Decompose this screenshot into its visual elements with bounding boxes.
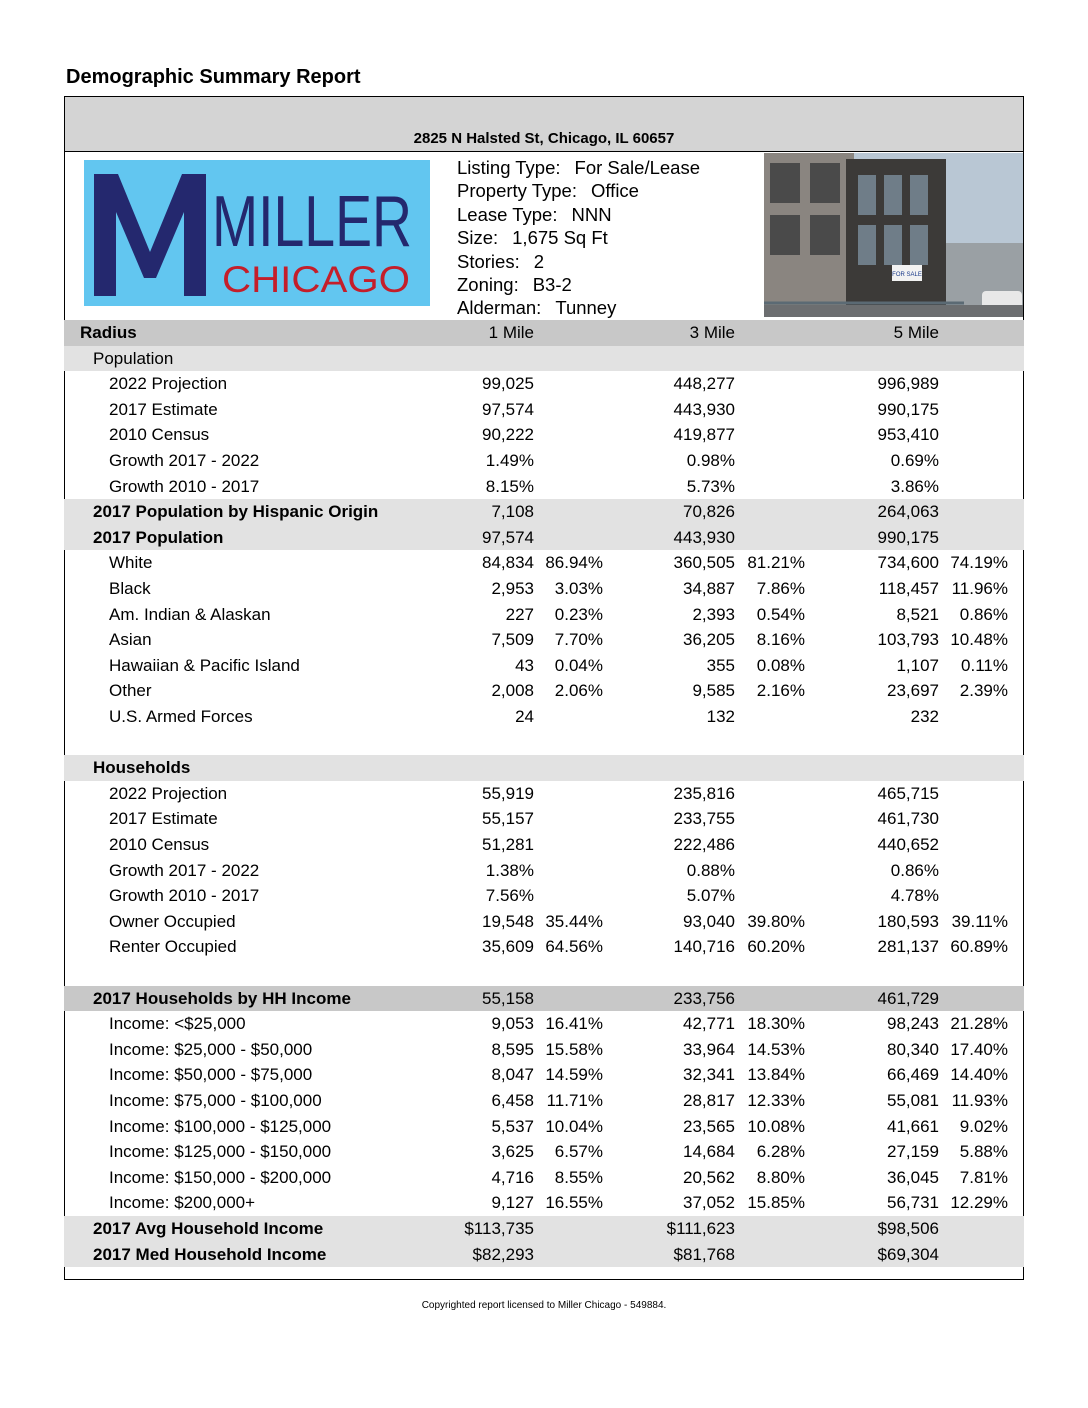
value-3-mile: 9,585	[692, 681, 735, 701]
table-row	[64, 934, 1024, 960]
listing-label: Listing Type:	[457, 157, 561, 178]
listing-value: NNN	[571, 203, 612, 225]
row-label: 2017 Avg Household Income	[93, 1219, 324, 1238]
table-row	[64, 499, 1024, 525]
value-3-mile: 37,052	[683, 1193, 735, 1213]
value-1-mile: 227	[505, 604, 534, 624]
percent-5-mile: 0.11%	[961, 655, 1008, 675]
value-3-mile: 5.73%	[686, 476, 735, 496]
row-label: Income: $125,000 - $150,000	[109, 1142, 332, 1162]
row-label: Income: $150,000 - $200,000	[109, 1167, 332, 1187]
value-3-mile: 70,826	[683, 502, 735, 522]
percent-1-mile: 86.94%	[545, 553, 603, 573]
row-label: 2017 Population by Hispanic Origin	[93, 502, 379, 522]
row-label: 2010 Census	[109, 425, 210, 445]
logo-word-chicago: CHICAGO	[222, 259, 410, 300]
value-3-mile: 14,684	[683, 1142, 735, 1162]
value-3-mile: 3 Mile	[689, 323, 735, 342]
value-5-mile: 41,661	[887, 1116, 939, 1136]
percent-3-mile: 14.53%	[747, 1039, 805, 1059]
row-label: Am. Indian & Alaskan	[109, 604, 271, 624]
value-3-mile: 2,393	[692, 604, 735, 624]
value-5-mile: 0.69%	[890, 451, 939, 470]
percent-5-mile: 12.29%	[950, 1193, 1008, 1213]
percent-5-mile: 74.19%	[950, 553, 1008, 573]
value-5-mile: 990,175	[877, 527, 939, 547]
percent-3-mile: 18.30%	[747, 1014, 805, 1034]
value-1-mile: 97,574	[482, 527, 534, 547]
listing-value: 1,675 Sq Ft	[512, 227, 608, 249]
value-1-mile: 2,953	[491, 579, 534, 598]
percent-3-mile: 15.85%	[747, 1193, 805, 1213]
value-3-mile: 419,877	[673, 425, 735, 445]
percent-1-mile: 15.58%	[545, 1039, 603, 1059]
percent-1-mile: 16.41%	[545, 1014, 603, 1034]
logo-graphic	[84, 160, 430, 306]
value-5-mile: 5 Mile	[893, 323, 939, 342]
table-row	[64, 1114, 1024, 1140]
value-1-mile: 19,548	[482, 911, 534, 931]
percent-1-mile: 3.03%	[554, 579, 603, 598]
property-photo	[764, 153, 1023, 317]
row-label: Households	[93, 758, 191, 778]
row-label: Income: $200,000+	[109, 1193, 256, 1213]
row-label: 2017 Population	[93, 527, 224, 547]
value-3-mile: 222,486	[673, 835, 735, 854]
percent-1-mile: 11.71%	[546, 1091, 603, 1110]
table-row	[64, 730, 1024, 756]
listing-value: Tunney	[555, 297, 617, 319]
table-row	[64, 1062, 1024, 1088]
percent-5-mile: 5.88%	[959, 1142, 1008, 1162]
value-1-mile: $82,293	[472, 1244, 534, 1264]
value-1-mile: 9,053	[491, 1014, 534, 1034]
value-5-mile: 80,340	[887, 1039, 939, 1059]
row-label: Asian	[109, 630, 152, 650]
percent-5-mile: 9.02%	[959, 1116, 1008, 1136]
row-label: 2017 Med Household Income	[93, 1244, 327, 1264]
percent-5-mile: 10.48%	[950, 630, 1008, 650]
percent-1-mile: 0.23%	[554, 604, 603, 624]
row-label: Black	[109, 579, 151, 598]
value-1-mile: 1.38%	[485, 860, 534, 880]
table-row	[64, 1139, 1024, 1165]
percent-3-mile: 8.80%	[756, 1167, 805, 1187]
value-5-mile: 465,715	[877, 783, 939, 803]
table-row	[64, 371, 1024, 397]
value-1-mile: 7,108	[491, 502, 534, 522]
value-3-mile: 360,505	[673, 553, 735, 573]
value-3-mile: 140,716	[673, 937, 735, 957]
row-label: 2017 Estimate	[109, 809, 218, 829]
row-label: Growth 2017 - 2022	[109, 860, 260, 880]
table-row	[64, 525, 1024, 551]
row-label: Income: $50,000 - $75,000	[109, 1065, 313, 1085]
value-3-mile: 28,817	[683, 1091, 735, 1110]
value-5-mile: 953,410	[877, 425, 939, 445]
table-row	[64, 960, 1024, 986]
percent-3-mile: 60.20%	[747, 937, 805, 957]
listing-line	[457, 226, 700, 249]
value-1-mile: 99,025	[482, 374, 534, 394]
row-label: Renter Occupied	[109, 937, 237, 957]
listing-value: B3-2	[532, 274, 572, 296]
value-1-mile: 5,537	[491, 1116, 534, 1136]
percent-1-mile: 7.70%	[554, 630, 603, 650]
row-label: Income: <$25,000	[109, 1014, 246, 1034]
report-title: Demographic Summary Report	[66, 66, 361, 88]
value-1-mile: $113,735	[464, 1219, 534, 1238]
row-label: Hawaiian & Pacific Island	[109, 655, 300, 675]
value-5-mile: 66,469	[887, 1065, 939, 1085]
percent-1-mile: 14.59%	[545, 1065, 603, 1085]
percent-5-mile: 7.81%	[959, 1167, 1008, 1187]
percent-5-mile: 2.39%	[959, 681, 1008, 701]
value-3-mile: 0.98%	[686, 451, 735, 470]
value-1-mile: 90,222	[482, 425, 534, 445]
value-1-mile: 8.15%	[485, 476, 534, 496]
value-1-mile: 3,625	[491, 1142, 534, 1162]
percent-1-mile: 64.56%	[545, 937, 603, 957]
logo-word-miller: MILLER	[212, 182, 412, 262]
value-1-mile: 8,047	[491, 1065, 534, 1085]
row-label: Income: $75,000 - $100,000	[109, 1091, 322, 1110]
listing-label: Alderman:	[457, 297, 542, 319]
value-3-mile: 32,341	[683, 1065, 735, 1085]
row-label: Growth 2010 - 2017	[109, 886, 260, 906]
value-5-mile: 36,045	[887, 1167, 939, 1187]
percent-3-mile: 6.28%	[756, 1142, 805, 1162]
value-5-mile: $69,304	[877, 1244, 939, 1264]
percent-1-mile: 8.55%	[554, 1167, 603, 1187]
table-row	[64, 627, 1024, 653]
table-row	[64, 1165, 1024, 1191]
row-label: 2022 Projection	[109, 374, 228, 394]
table-row	[64, 1037, 1024, 1063]
copyright-footer: Copyrighted report licensed to Miller Chicago - 549884.	[421, 1300, 667, 1311]
value-3-mile: 0.88%	[686, 860, 735, 880]
row-label: Population	[93, 348, 174, 368]
percent-3-mile: 10.08%	[747, 1116, 805, 1136]
listing-details	[457, 156, 700, 320]
value-1-mile: 35,609	[482, 937, 534, 957]
value-1-mile: 9,127	[491, 1193, 534, 1213]
table-row	[64, 806, 1024, 832]
value-1-mile: 24	[515, 707, 534, 726]
value-5-mile: $98,506	[877, 1219, 939, 1238]
row-label: Growth 2017 - 2022	[109, 451, 260, 470]
value-5-mile: 3.86%	[890, 476, 939, 496]
value-3-mile: 443,930	[673, 399, 735, 419]
value-5-mile: 461,730	[877, 809, 939, 829]
row-label: Growth 2010 - 2017	[109, 476, 260, 496]
table-row	[64, 704, 1024, 730]
value-5-mile: 734,600	[877, 553, 939, 573]
listing-label: Size:	[457, 227, 499, 249]
table-row	[64, 320, 1024, 346]
listing-line	[457, 250, 700, 273]
listing-value: 2	[533, 250, 545, 272]
value-1-mile: 51,281	[482, 835, 534, 854]
value-1-mile: 55,157	[482, 809, 534, 829]
table-row	[64, 858, 1024, 884]
value-5-mile: 8,521	[896, 604, 939, 624]
value-3-mile: 233,755	[673, 809, 735, 829]
listing-label: Property Type:	[457, 180, 577, 202]
value-1-mile: 1 Mile	[488, 323, 534, 342]
value-1-mile: 43	[515, 655, 534, 675]
row-label: U.S. Armed Forces	[109, 707, 253, 726]
row-label: Income: $25,000 - $50,000	[109, 1039, 313, 1059]
value-3-mile: 42,771	[683, 1014, 735, 1034]
percent-3-mile: 2.16%	[756, 681, 805, 701]
value-5-mile: 27,159	[887, 1142, 939, 1162]
table-row	[64, 883, 1024, 909]
percent-5-mile: 17.40%	[950, 1039, 1008, 1059]
value-5-mile: 996,989	[877, 374, 939, 394]
percent-5-mile: 11.93%	[951, 1091, 1008, 1110]
value-5-mile: 281,137	[877, 937, 939, 957]
table-row	[64, 678, 1024, 704]
value-1-mile: 1.49%	[485, 451, 534, 470]
listing-line	[457, 273, 700, 296]
value-1-mile: 55,919	[482, 783, 534, 803]
value-1-mile: 7,509	[491, 630, 534, 650]
value-5-mile: 461,729	[877, 988, 939, 1008]
listing-line	[457, 296, 700, 319]
value-3-mile: $81,768	[673, 1244, 735, 1264]
value-1-mile: 97,574	[482, 399, 534, 419]
percent-5-mile: 11.96%	[951, 579, 1008, 598]
value-5-mile: 990,175	[877, 399, 939, 419]
listing-line	[457, 179, 700, 202]
value-5-mile: 180,593	[877, 911, 939, 931]
value-5-mile: 1,107	[896, 655, 939, 675]
percent-3-mile: 13.84%	[747, 1065, 805, 1085]
table-row	[64, 1190, 1024, 1216]
value-1-mile: 7.56%	[485, 886, 534, 906]
value-3-mile: 132	[706, 707, 735, 726]
table-row	[64, 781, 1024, 807]
value-3-mile: 36,205	[683, 630, 735, 650]
table-row	[64, 448, 1024, 474]
table-row	[64, 602, 1024, 628]
row-label: 2017 Households by HH Income	[93, 988, 351, 1008]
value-3-mile: 33,964	[683, 1039, 735, 1059]
row-label: 2017 Estimate	[109, 399, 218, 419]
percent-5-mile: 60.89%	[950, 937, 1008, 957]
table-row	[64, 550, 1024, 576]
listing-line	[457, 203, 700, 226]
percent-3-mile: 39.80%	[747, 911, 805, 931]
percent-3-mile: 12.33%	[747, 1091, 805, 1110]
table-row	[64, 1216, 1024, 1242]
percent-5-mile: 39.11%	[951, 911, 1008, 931]
value-1-mile: 2,008	[491, 681, 534, 701]
row-label: 2010 Census	[109, 835, 210, 854]
table-row	[64, 1242, 1024, 1268]
value-1-mile: 4,716	[491, 1167, 534, 1187]
value-5-mile: 23,697	[887, 681, 939, 701]
percent-5-mile: 21.28%	[950, 1014, 1008, 1034]
table-row	[64, 1088, 1024, 1114]
percent-1-mile: 10.04%	[545, 1116, 603, 1136]
table-row	[64, 1011, 1024, 1037]
value-1-mile: 84,834	[482, 553, 534, 573]
value-3-mile: 34,887	[683, 579, 735, 598]
value-3-mile: $111,623	[666, 1219, 735, 1238]
row-label: 2022 Projection	[109, 783, 228, 803]
value-3-mile: 235,816	[673, 783, 735, 803]
table-row	[64, 576, 1024, 602]
listing-value: For Sale/Lease	[574, 157, 700, 178]
listing-label: Zoning:	[457, 274, 519, 296]
percent-5-mile: 14.40%	[950, 1065, 1008, 1085]
value-5-mile: 232	[910, 707, 939, 726]
row-label: Income: $100,000 - $125,000	[109, 1116, 332, 1136]
value-3-mile: 93,040	[683, 911, 735, 931]
value-1-mile: 55,158	[482, 988, 534, 1008]
value-3-mile: 23,565	[683, 1116, 735, 1136]
address-bar	[64, 96, 1024, 152]
value-5-mile: 55,081	[887, 1091, 939, 1110]
value-3-mile: 355	[706, 655, 735, 675]
listing-line	[457, 156, 700, 179]
value-5-mile: 56,731	[887, 1193, 939, 1213]
value-5-mile: 0.86%	[890, 860, 939, 880]
table-row	[64, 909, 1024, 935]
logo-letter-m-icon	[94, 174, 206, 296]
percent-3-mile: 8.16%	[756, 630, 805, 650]
percent-1-mile: 2.06%	[554, 681, 603, 701]
for-sale-sign: FOR SALE	[892, 272, 922, 278]
row-label: Other	[109, 681, 152, 701]
value-5-mile: 4.78%	[890, 886, 939, 906]
row-label: White	[109, 553, 153, 573]
percent-1-mile: 35.44%	[545, 911, 603, 931]
value-5-mile: 98,243	[887, 1014, 939, 1034]
value-1-mile: 6,458	[491, 1091, 534, 1110]
percent-1-mile: 6.57%	[554, 1142, 603, 1162]
listing-label: Stories:	[457, 250, 520, 272]
value-3-mile: 20,562	[683, 1167, 735, 1187]
table-row	[64, 346, 1024, 372]
value-3-mile: 233,756	[673, 988, 735, 1008]
percent-3-mile: 0.08%	[756, 655, 805, 675]
value-5-mile: 103,793	[877, 630, 939, 650]
property-address: 2825 N Halsted St, Chicago, IL 60657	[413, 130, 675, 147]
miller-chicago-logo	[84, 160, 430, 306]
percent-3-mile: 7.86%	[756, 579, 805, 598]
table-row	[64, 653, 1024, 679]
table-row	[64, 832, 1024, 858]
table-row	[64, 474, 1024, 500]
table-row	[64, 986, 1024, 1012]
listing-value: Office	[590, 180, 639, 202]
value-1-mile: 8,595	[491, 1039, 534, 1059]
table-row	[64, 422, 1024, 448]
value-3-mile: 443,930	[673, 527, 735, 547]
row-label: Owner Occupied	[109, 911, 236, 931]
percent-1-mile: 0.04%	[554, 655, 603, 675]
percent-3-mile: 0.54%	[756, 604, 805, 624]
listing-label: Lease Type:	[457, 203, 558, 225]
percent-3-mile: 81.21%	[747, 553, 805, 573]
value-5-mile: 264,063	[877, 502, 939, 522]
row-label: Radius	[80, 323, 137, 342]
value-3-mile: 5.07%	[686, 886, 735, 906]
value-5-mile: 440,652	[877, 835, 939, 854]
building-photo-graphic	[764, 153, 1023, 317]
percent-1-mile: 16.55%	[545, 1193, 603, 1213]
table-row	[64, 397, 1024, 423]
value-5-mile: 118,457	[878, 579, 939, 598]
table-row	[64, 755, 1024, 781]
percent-5-mile: 0.86%	[959, 604, 1008, 624]
value-3-mile: 448,277	[673, 374, 735, 394]
